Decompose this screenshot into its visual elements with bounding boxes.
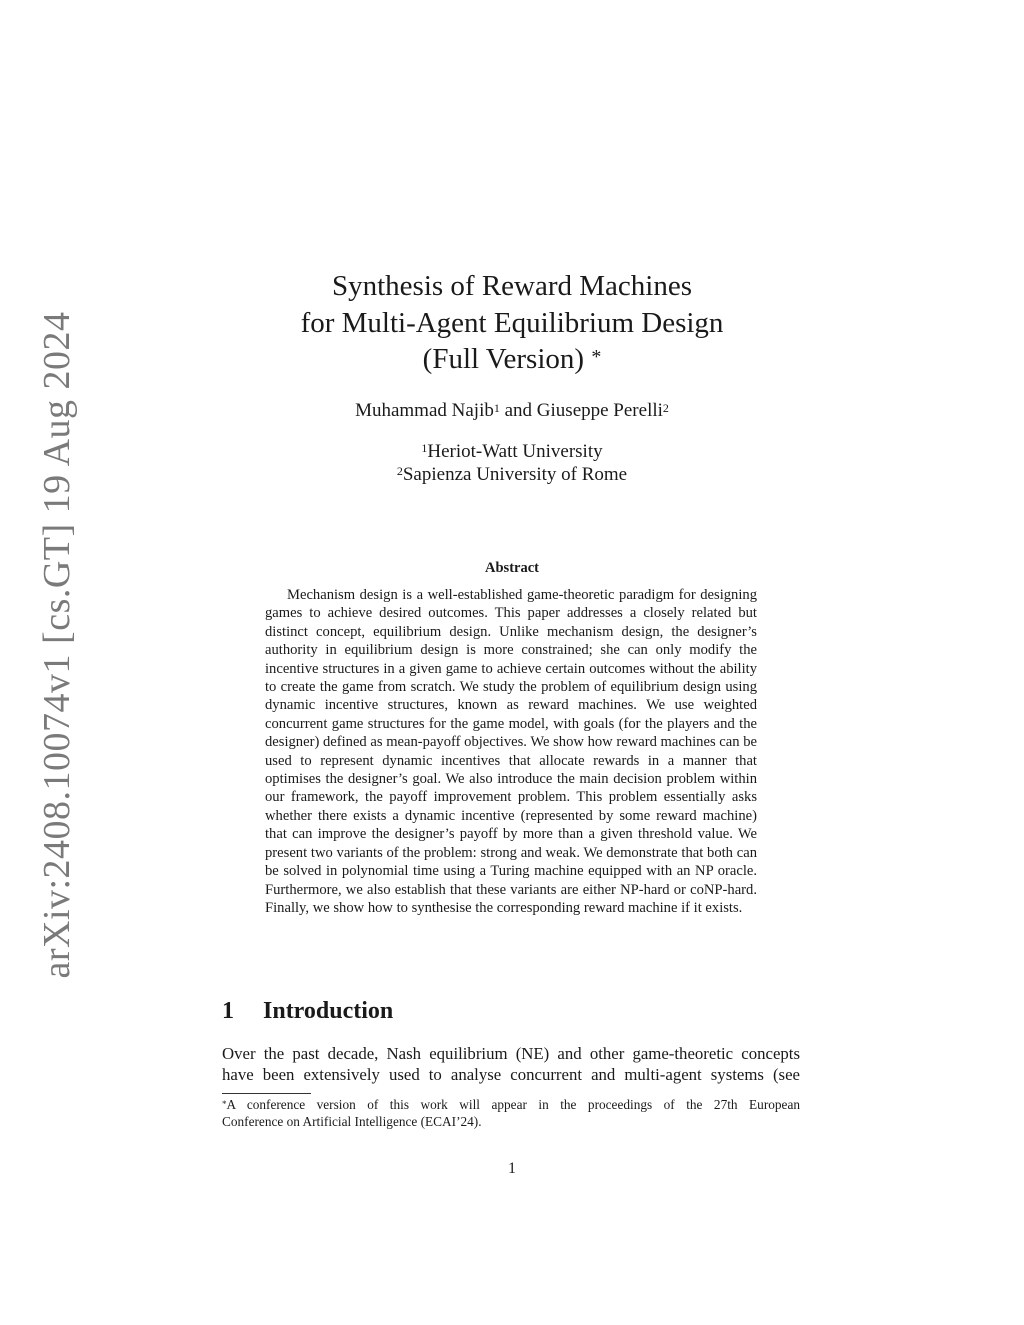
- footnote-marker: *: [222, 1099, 227, 1109]
- affiliation-mark-2: 2: [396, 464, 403, 478]
- title-footnote-marker: *: [591, 346, 602, 368]
- abstract-text: Mechanism design is a well-established game-theoretic paradigm for designing games to achieve desired outcomes. This paper addresses a closely related but distinct concept, equilibrium design. Unlike mechanism design, the designer’s authority in equilibrium design is more constrained; she can only modify the incentive structures in a given game to achieve certain outcomes without the ability to create the game from scratch. We study the problem of equilibrium design using dynamic incentive structures, known as reward machines. We use weighted concurrent game structures for the game model, with goals (for the players and the designer) defined as mean-payoff objectives. We show how reward machines can be used to represent dynamic incentives that allocate rewards in a manner that optimises the designer’s goal. We also introduce the main decision problem within our framework, the payoff improvement problem. This problem essentially asks whether there exists a dynamic incentive (represented by some reward machine) that can improve the designer’s payoff by more than a given threshold value. We present two variants of the problem: strong and weak. We demonstrate that both can be solved in polynomial time using a Turing machine equipped with an NP oracle. Furthermore, we also establish that these variants are either NP-hard or coNP-hard. Finally, we show how to synthesise the corresponding reward machine if it exists.: [265, 587, 757, 916]
- author-name-1: Muhammad Najib: [355, 400, 494, 421]
- intro-line-2: have been extensively used to analyse concurrent and multi-agent systems (see: [222, 1065, 800, 1084]
- introduction-paragraph: [222, 1043, 800, 1085]
- abstract-heading: Abstract: [485, 560, 539, 576]
- affiliation-1: [0, 440, 1024, 463]
- footnote-line-2: Conference on Artificial Intelligence (ECAI’24).: [222, 1113, 482, 1129]
- author-affiliation-mark-1: 1: [493, 401, 500, 415]
- footnote: [222, 1097, 800, 1130]
- title-line-2: for Multi-Agent Equilibrium Design: [300, 306, 724, 339]
- title-line-3-text: (Full Version): [422, 343, 585, 375]
- section-number: 1: [222, 998, 234, 1024]
- section-title: Introduction: [263, 998, 394, 1024]
- paper-title: [0, 268, 1024, 378]
- author-list: [0, 399, 1024, 423]
- affiliation-name-1: Heriot-Watt University: [427, 441, 603, 462]
- title-line-3: [0, 341, 1024, 378]
- arxiv-identifier-stamp: arXiv:2408.10074v1 [cs.GT] 19 Aug 2024: [36, 311, 78, 979]
- affiliation-name-2: Sapienza University of Rome: [402, 464, 628, 485]
- page-number: 1: [508, 1160, 516, 1177]
- intro-line-1: Over the past decade, Nash equilibrium (NE) and other game-theoretic concepts: [222, 1044, 800, 1063]
- author-affiliation-mark-2: 2: [662, 401, 669, 415]
- affiliation-mark-1: 1: [421, 441, 428, 455]
- footnote-line-1-text: A conference version of this work will appear in the proceedings of the 27th European: [226, 1097, 800, 1112]
- title-line-1: Synthesis of Reward Machines: [331, 270, 693, 302]
- author-name-2: Giuseppe Perelli: [536, 400, 663, 421]
- affiliation-2: [0, 463, 1024, 486]
- footnote-divider: [222, 1093, 311, 1094]
- author-connector: and: [499, 400, 537, 421]
- affiliation-list: [0, 440, 1024, 486]
- section-heading-introduction: [222, 998, 393, 1025]
- footnote-line-1: [222, 1097, 800, 1114]
